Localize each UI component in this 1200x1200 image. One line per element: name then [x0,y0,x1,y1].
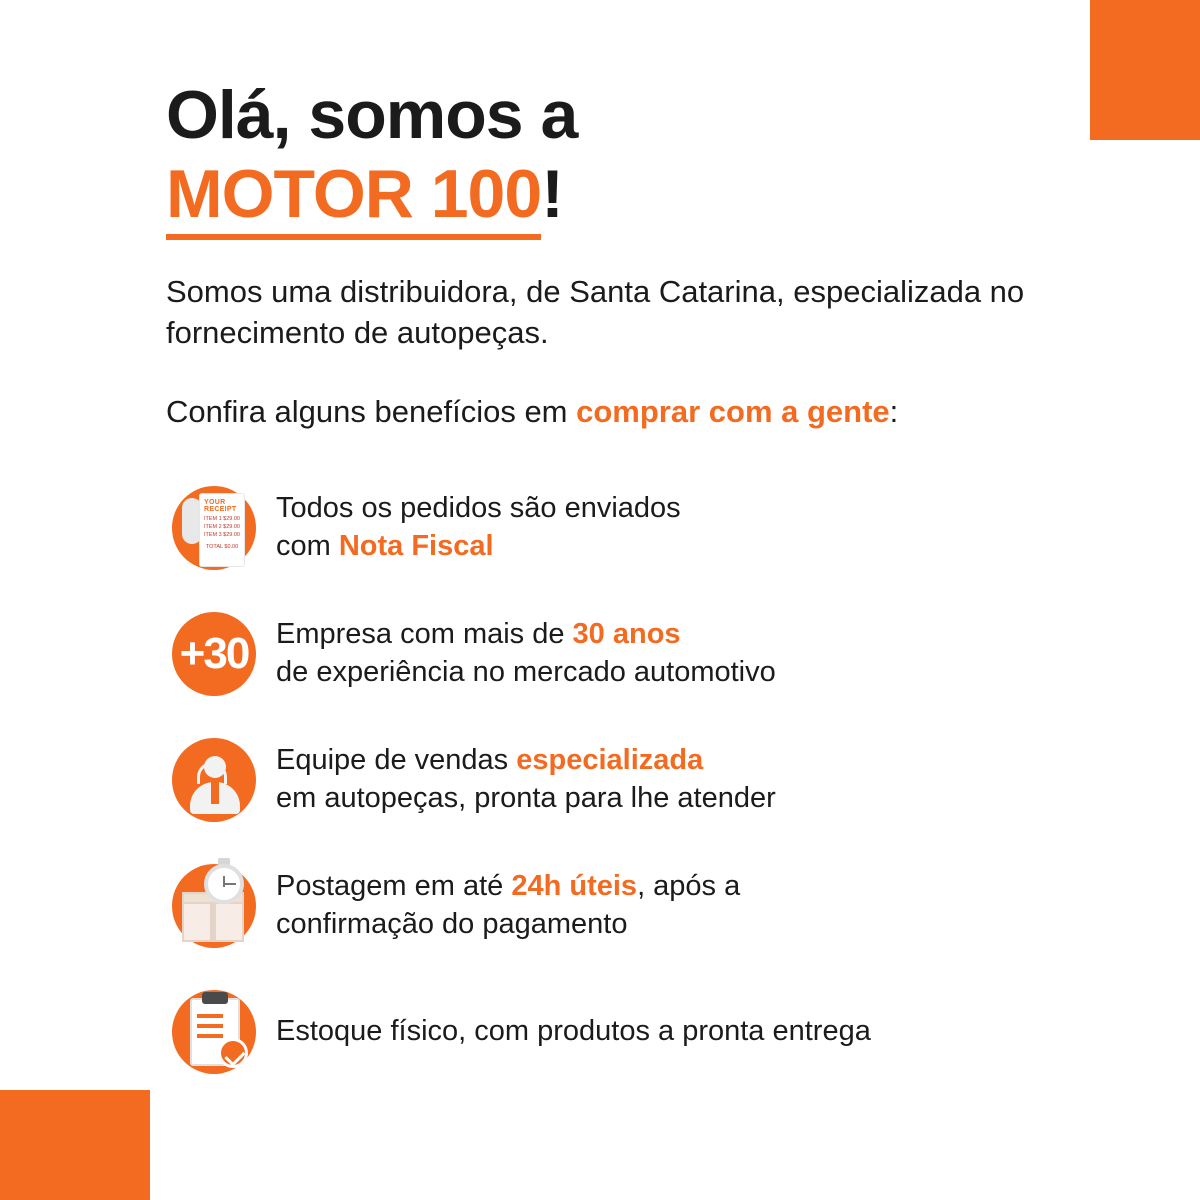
benefits-lead-prefix: Confira alguns benefícios em [166,394,577,429]
list-item [166,858,1116,954]
benefit-line-2 [276,654,776,692]
benefits-lead [166,394,1116,430]
benefit-line-1-suffix: , após a [637,870,741,903]
benefit-line-2 [276,780,776,818]
benefits-list [166,480,1116,1080]
clipboard-check-icon [166,984,262,1080]
clipboard-line [197,1014,223,1018]
receipt-paper [200,494,244,566]
benefit-line-1-text: Postagem em até [276,870,512,903]
benefit-text [276,490,681,565]
receipt-row-value: $29.00 [223,524,240,530]
agent-head [204,756,226,778]
plus-30-icon [166,606,262,702]
agent-tie [211,782,219,804]
benefit-line-1-text: Empresa com mais de [276,618,573,651]
benefit-text [276,742,776,817]
benefit-line-1-highlight: 24h úteis [511,870,638,903]
clipboard-line [197,1034,223,1038]
package-stopwatch-icon [166,858,262,954]
list-item [166,480,1116,576]
support-agent-icon [166,732,262,828]
benefit-line-2 [276,528,681,566]
stopwatch-hand-hour [223,876,225,887]
benefit-line-1-text: Equipe de vendas [276,744,517,777]
receipt-row-value: $29.00 [223,532,240,538]
receipt-icon [166,480,262,576]
receipt-clip [182,498,202,544]
benefit-line-2-highlight: Nota Fiscal [338,530,494,562]
brand-name: MOTOR 100 [166,156,541,240]
receipt-row [204,516,240,522]
receipt-row-label: ITEM 1 [204,516,222,522]
receipt-row-value: $29.00 [223,516,240,522]
benefit-line-1 [276,868,740,906]
receipt-total: TOTAL $0.00 [205,544,239,550]
benefit-line-2-text: em autopeças, pronta para lhe atender [276,782,776,814]
benefit-line-1 [276,490,681,528]
receipt-title: YOUR RECEIPT [204,499,237,513]
benefit-line-1-highlight: 30 anos [572,618,681,651]
receipt-row-label: ITEM 3 [204,532,222,538]
benefit-line-2 [276,906,740,944]
list-item [166,984,1116,1080]
brand-title [166,157,1116,232]
list-item [166,732,1116,828]
benefit-line-1-highlight: especializada [516,744,704,777]
benefit-line-2-text: de experiência no mercado automotivo [276,656,776,688]
benefit-text [276,1013,871,1051]
benefit-line-1-text: Todos os pedidos são enviados [276,492,681,525]
benefits-lead-highlight: comprar com a gente [576,394,890,429]
receipt-row-label: ITEM 2 [204,524,222,530]
receipt-row [204,532,240,538]
list-item [166,606,1116,702]
content-area [166,77,1116,1110]
decorative-corner-bottom-left [0,1090,150,1200]
check-badge-icon [218,1038,248,1068]
benefit-line-1 [276,1013,871,1051]
benefits-lead-suffix: : [889,394,899,429]
stopwatch-hand-minute [223,883,236,885]
intro-paragraph: Somos uma distribuidora, de Santa Catarina, especializada no fornecimento de autopeças. [166,274,1025,351]
benefit-line-1-text: Estoque físico, com produtos a pronta entrega [276,1015,871,1048]
plus-30-badge-label: +30 [179,629,249,678]
benefit-line-1 [276,742,776,780]
clipboard-clamp [202,992,228,1004]
benefit-line-2-text: confirmação do pagamento [276,908,628,940]
benefit-line-1 [276,616,776,654]
benefit-line-2-text: com [276,530,339,562]
benefit-text [276,868,740,943]
receipt-row [204,524,240,530]
benefit-text [276,616,776,691]
package-tape [210,904,216,942]
clipboard-line [197,1024,223,1028]
page-title: Olá, somos a [166,77,578,153]
brand-suffix: ! [541,156,563,233]
